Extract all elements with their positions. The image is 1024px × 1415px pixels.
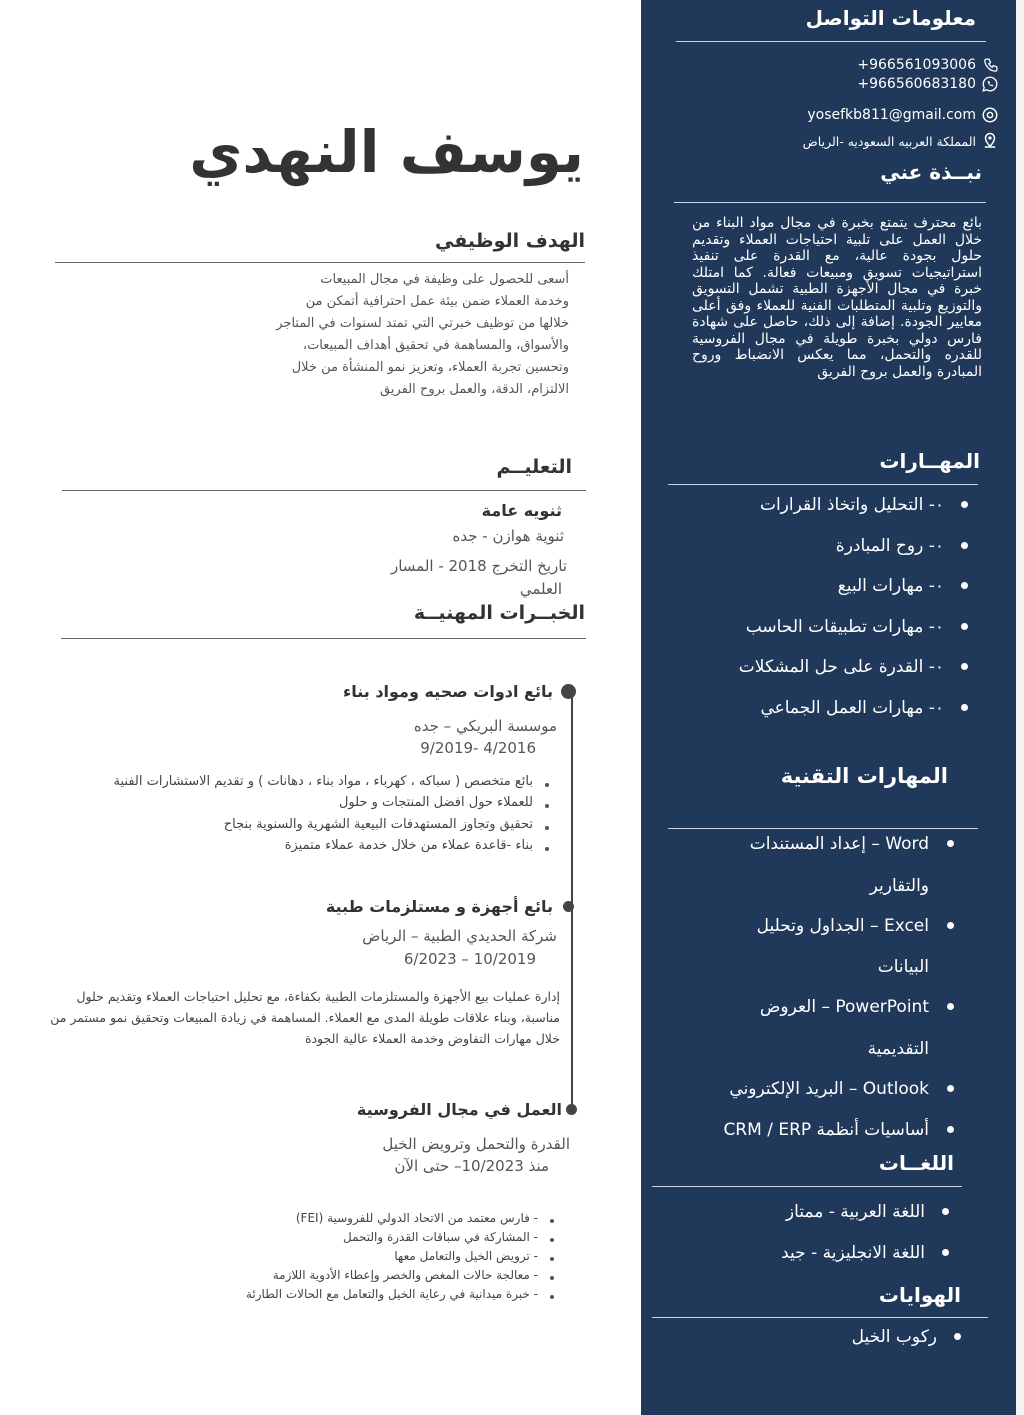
job-bullet: بائع متخصص ( سباكه ، كهرباء ، مواد بناء ، دهانات ) و تقديم الاستشارات الفنية (113, 774, 533, 789)
tech-skill-item: أساسيات أنظمة CRM / ERP (723, 1120, 929, 1140)
location-row (803, 131, 1000, 151)
page-edge (1016, 0, 1024, 1415)
job-period: 9/2019- 4/2016 (420, 739, 536, 757)
skill-item: ٠- القدرة على حل المشكلات (738, 657, 944, 677)
job-bullet: - ترويض الخيل والتعامل معها (394, 1249, 538, 1263)
phone-number-2[interactable]: +966560683180 (857, 76, 976, 92)
tech-skill-item-cont: والتقارير (869, 876, 929, 896)
location-icon (980, 131, 1000, 151)
bullet-dot (947, 1126, 954, 1133)
tech-skill-item-cont: البيانات (877, 957, 929, 977)
timeline-dot (561, 684, 576, 699)
objective-line: أسعى للحصول على وظيفة في مجال المبيعات (320, 272, 569, 287)
email-address[interactable]: yosefkb811@gmail.com (807, 107, 976, 123)
objective-line: وخدمة العملاء ضمن بيئة عمل احترافية أتمكن من (305, 294, 569, 309)
bullet-dot (942, 1249, 949, 1256)
timeline-dot (563, 901, 574, 912)
bullet-dot (961, 663, 968, 670)
about-title: نبــذة عني (880, 160, 982, 184)
bullet-dot (961, 582, 968, 589)
phone-icon (980, 55, 1000, 75)
tech-skills-title: المهارات التقنية (780, 764, 948, 788)
bullet-dot (947, 840, 954, 847)
job-bullet: للعملاء حول افضل المنتجات و حلول (338, 795, 533, 810)
experience-divider (61, 638, 586, 639)
education-divider (62, 490, 586, 491)
email-icon (980, 105, 1000, 125)
objective-line: وتحسين تجربة العملاء، وتعزيز نمو المنشأة من خلال (291, 360, 569, 375)
education-graduation: تاريخ التخرج 2018 - المسار (390, 557, 567, 575)
bullet-dot (545, 783, 549, 787)
objective-divider (55, 262, 585, 263)
phone-row (857, 55, 1000, 75)
objective-line: الالتزام، الدقة، والعمل بروح الفريق (380, 382, 569, 397)
location-text: المملكة العربيه السعوديه -الرياض (802, 133, 976, 149)
tech-skill-item: PowerPoint – العروض (759, 997, 929, 1017)
contact-divider (676, 41, 986, 42)
job-company: القدرة والتحمل وترويض الخيل (382, 1135, 570, 1153)
education-title: التعليــم (496, 456, 572, 478)
bullet-dot (947, 1003, 954, 1010)
bullet-dot (550, 1219, 554, 1223)
phone-number-1[interactable]: +966561093006 (857, 57, 976, 73)
skill-item: ٠- مهارات تطبيقات الحاسب (745, 617, 944, 637)
skill-item: ٠- مهارات البيع (837, 576, 944, 596)
bullet-dot (961, 623, 968, 630)
bullet-dot (947, 1085, 954, 1092)
skill-item: ٠- مهارات العمل الجماعي (760, 698, 944, 718)
job-title: بائع أجهزة و مستلزمات طبية (325, 897, 553, 916)
skill-item: ٠- التحليل واتخاذ القرارات (759, 495, 944, 515)
bullet-dot (550, 1295, 554, 1299)
bullet-dot (545, 847, 549, 851)
job-period: منذ 10/2023– حتى الآن (394, 1157, 549, 1175)
job-desc-line: خلال مهارات التفاوض وخدمة العملاء عالية الجودة (304, 1031, 560, 1046)
bullet-dot (942, 1208, 949, 1215)
tech-skill-item: Outlook – البريد الإلكتروني (729, 1079, 929, 1099)
experience-timeline (571, 690, 573, 1110)
bullet-dot (550, 1238, 554, 1242)
objective-title: الهدف الوظيفي (435, 230, 585, 252)
bullet-dot (545, 826, 549, 830)
job-bullet: تحقيق وتجاوز المستهدفات البيعية الشهرية والسنوية بنجاح (223, 817, 533, 832)
job-bullet: - معالجة حالات المغص والخصر وإعطاء الأدوية اللازمة (272, 1268, 538, 1282)
tech-skills-divider (668, 828, 978, 829)
job-bullet: - المشاركة في سباقات القدرة والتحمل (342, 1230, 538, 1244)
job-title: العمل في مجال الفروسية (356, 1100, 562, 1119)
languages-divider (652, 1186, 962, 1187)
about-text: بائع محترف يتمتع بخبرة في مجال مواد البناء من خلال العمل على تلبية احتياجات العملاء وتقديم حلول بجودة عالية، مع القدرة على تنفيذ استراتيجيات تسويق ومبيعات فعالة. كما امتلك خبرة في مجال الأجهزة الطبية تشمل التسويق والتوزيع وتلبية المتطلبات الفنية للعملاء وفق أعلى معايير الجودة. إضافة إلى ذلك، حاصل على شهادة فارس دولي بخبرة طويلة في مجال الفروسية للقدره والتحمل، مما يعكس الانضباط وروح المبادرة والعمل بروح الفريق (692, 215, 982, 380)
job-title: بائع ادوات صحيه ومواد بناء (343, 682, 553, 701)
tech-skill-item-cont: التقديمية (867, 1039, 929, 1059)
education-track: العلمي (519, 580, 562, 598)
bullet-dot (954, 1333, 961, 1340)
objective-line: والأسواق، والمساهمة في تحقيق أهداف المبيعات، (302, 338, 569, 353)
bullet-dot (550, 1257, 554, 1261)
email-row (807, 105, 1000, 125)
bullet-dot (550, 1276, 554, 1280)
whatsapp-icon (980, 74, 1000, 94)
contact-title: معلومات التواصل (805, 6, 976, 30)
tech-skill-item: Word – إعداد المستندات (749, 834, 929, 854)
tech-skill-item: Excel – الجداول وتحليل (756, 916, 929, 936)
job-bullet: - خبرة ميدانية في رعاية الخيل والتعامل مع الحالات الطارئة (245, 1287, 538, 1301)
bullet-dot (947, 922, 954, 929)
job-company: شركة الحديدي الطبية – الرياض (362, 927, 557, 945)
job-desc-line: إدارة عمليات بيع الأجهزة والمستلزمات الطبية بكفاءة، مع تحليل احتياجات العملاء وتقديم حلول (76, 989, 560, 1004)
hobby-item: ركوب الخيل (851, 1327, 937, 1347)
job-desc-line: مناسبة، وبناء علاقات طويلة المدى مع العملاء. المساهمة في زيادة المبيعات وتحقيق نمو مستمر من (50, 1010, 560, 1025)
skill-item: ٠- روح المبادرة (835, 536, 944, 556)
education-degree: ثنويه عامة (481, 501, 562, 520)
about-divider (674, 202, 986, 203)
language-item: اللغة العربية - ممتاز (785, 1202, 925, 1222)
education-school: ثنوية هوازن - جده (452, 527, 564, 545)
hobbies-title: الهوايات (878, 1283, 961, 1307)
candidate-name: يوسف النهدي (189, 118, 584, 186)
bullet-dot (545, 804, 549, 808)
hobbies-divider (652, 1317, 988, 1318)
bullet-dot (961, 704, 968, 711)
job-company: موسسة البريكي – جده (413, 717, 557, 735)
skills-title: المهــارات (879, 449, 980, 473)
objective-line: خلالها من توظيف خبرتي التي تمتد لسنوات في المتاجر (276, 316, 569, 331)
job-bullet: بناء -قاعدة عملاء من خلال خدمة عملاء متميزة (284, 838, 533, 853)
timeline-dot (566, 1104, 577, 1115)
language-item: اللغة الانجليزية - جيد (781, 1243, 925, 1263)
languages-title: اللغــات (878, 1151, 954, 1175)
whatsapp-row (857, 74, 1000, 94)
bullet-dot (961, 501, 968, 508)
skills-divider (668, 484, 978, 485)
job-bullet: - فارس معتمد من الاتحاد الدولي للفروسية (FEI) (295, 1211, 538, 1225)
experience-title: الخبــرات المهنيــة (413, 602, 585, 624)
job-period: 6/2023 – 10/2019 (403, 950, 536, 968)
bullet-dot (961, 542, 968, 549)
